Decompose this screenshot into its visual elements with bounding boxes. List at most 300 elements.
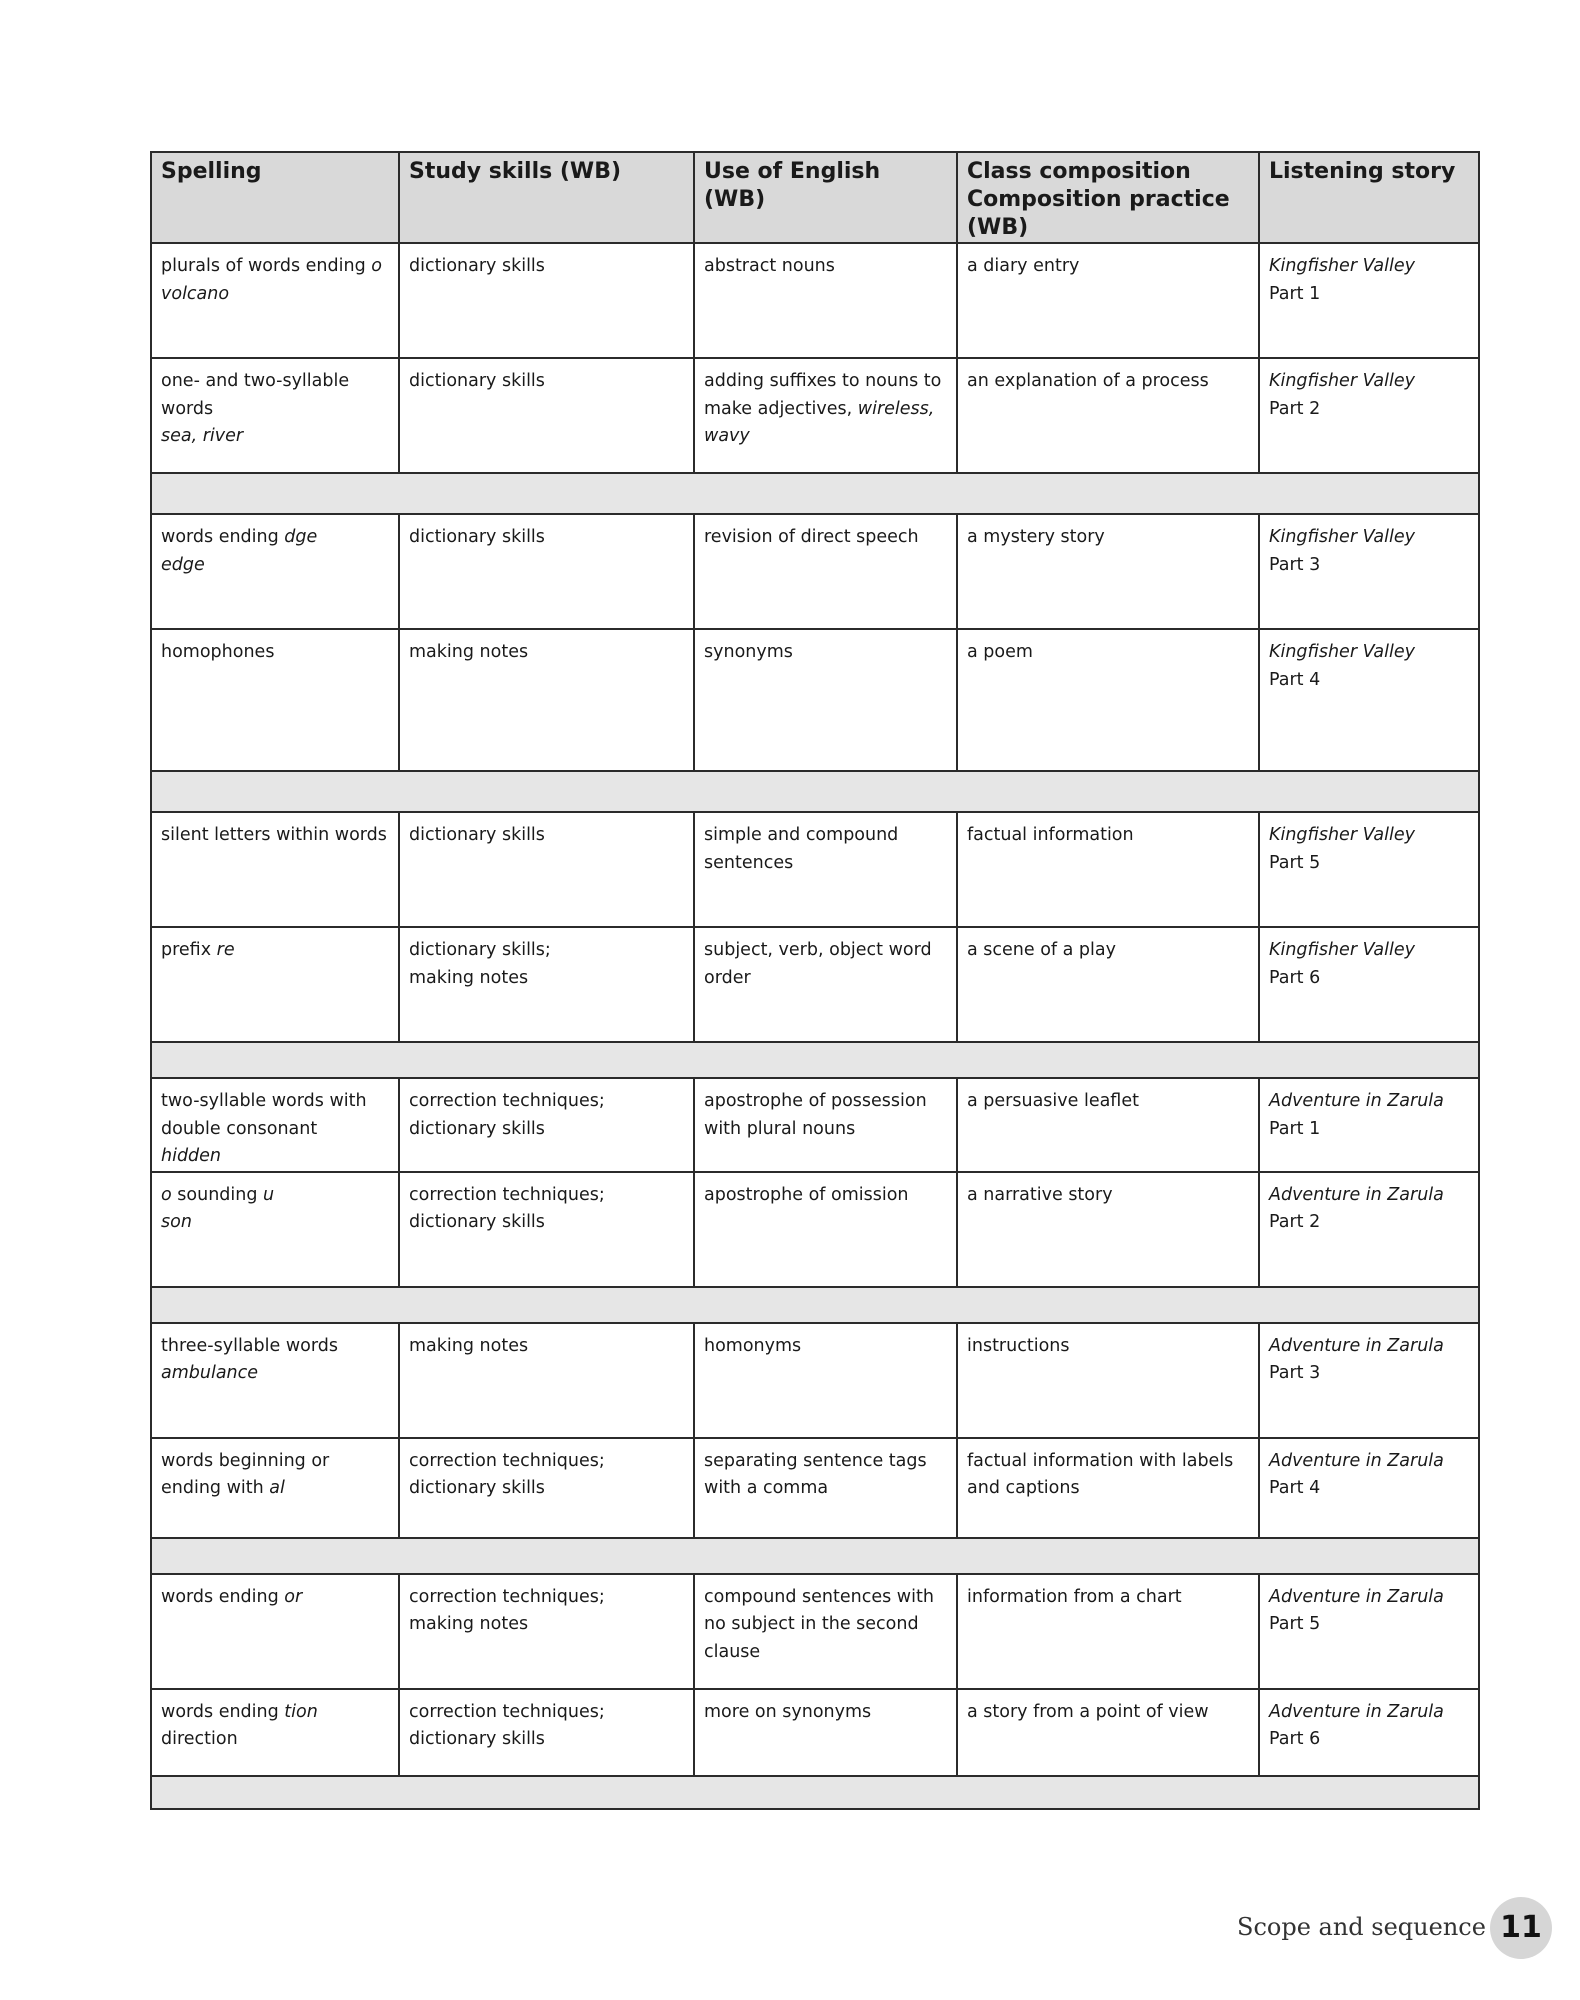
cell-line xyxy=(409,639,684,667)
cell-study-skills xyxy=(399,927,694,1042)
cell-study-skills xyxy=(399,812,694,927)
cell-text: double consonant xyxy=(161,1118,318,1139)
cell-class-composition xyxy=(957,629,1259,771)
cell-line xyxy=(1269,396,1469,424)
cell-study-skills xyxy=(399,1689,694,1776)
cell-text: make adjectives, xyxy=(704,398,858,419)
cell-line xyxy=(1269,1360,1469,1388)
cell-text: dictionary skills xyxy=(409,371,545,391)
cell-line xyxy=(967,368,1249,396)
cell-line xyxy=(967,1699,1249,1727)
cell-line xyxy=(161,1584,389,1612)
cell-line xyxy=(967,1475,1249,1503)
cell-text: words ending xyxy=(161,527,285,547)
cell-text: a narrative story xyxy=(967,1184,1113,1205)
cell-spelling xyxy=(151,514,399,629)
cell-line xyxy=(967,253,1249,281)
cell-listening-story xyxy=(1259,812,1479,927)
cell-study-skills xyxy=(399,1078,694,1172)
cell-spelling xyxy=(151,812,399,927)
italic-text: al xyxy=(269,1478,285,1498)
header-line: Spelling xyxy=(161,159,262,184)
cell-text: with plural nouns xyxy=(704,1118,856,1139)
cell-listening-story xyxy=(1259,1689,1479,1776)
cell-line xyxy=(161,281,389,309)
cell-text: homonyms xyxy=(704,1335,802,1356)
cell-use-of-english xyxy=(694,358,957,473)
cell-spelling xyxy=(151,358,399,473)
cell-line xyxy=(1269,850,1469,878)
cell-text: dictionary skills xyxy=(409,1118,545,1139)
cell-text: Part 5 xyxy=(1269,852,1321,873)
italic-text: Kingfisher Valley xyxy=(1269,940,1415,960)
italic-text: Kingfisher Valley xyxy=(1269,371,1415,391)
cell-spelling xyxy=(151,1172,399,1287)
unit-separator-row xyxy=(151,1287,1479,1323)
header-line: Use of English (WB) xyxy=(704,159,881,212)
table-header-row xyxy=(151,152,1479,243)
cell-line xyxy=(1269,1475,1469,1503)
header-line: Class composition xyxy=(967,159,1191,184)
cell-line xyxy=(704,1584,947,1612)
cell-study-skills xyxy=(399,1574,694,1689)
cell-use-of-english xyxy=(694,1689,957,1776)
cell-line xyxy=(704,253,947,281)
cell-line xyxy=(409,965,684,993)
cell-text: Part 4 xyxy=(1269,669,1321,690)
cell-text: correction techniques; xyxy=(409,1091,605,1111)
cell-text: words beginning or xyxy=(161,1450,330,1471)
cell-line xyxy=(161,1699,389,1727)
cell-text: words ending xyxy=(161,1586,285,1607)
cell-line xyxy=(704,1475,947,1503)
cell-line xyxy=(1269,253,1469,281)
italic-text: Adventure in Zarula xyxy=(1269,1586,1444,1607)
table-row xyxy=(151,812,1479,927)
cell-line xyxy=(1269,1333,1469,1361)
cell-spelling xyxy=(151,1574,399,1689)
table-row xyxy=(151,1323,1479,1438)
italic-text: Adventure in Zarula xyxy=(1269,1450,1444,1471)
cell-line xyxy=(1269,1209,1469,1237)
cell-text: Part 1 xyxy=(1269,283,1321,304)
cell-text: adding suffixes to nouns to xyxy=(704,371,942,391)
cell-text: Part 2 xyxy=(1269,1212,1321,1232)
cell-line xyxy=(704,1639,947,1667)
cell-line xyxy=(967,822,1249,850)
cell-text: order xyxy=(704,967,751,988)
cell-listening-story xyxy=(1259,1078,1479,1172)
cell-line xyxy=(967,1182,1249,1210)
cell-text: a diary entry xyxy=(967,256,1080,276)
cell-line xyxy=(409,1209,684,1237)
cell-text: a scene of a play xyxy=(967,940,1116,960)
cell-line xyxy=(409,1475,684,1503)
cell-text: Part 6 xyxy=(1269,967,1321,988)
cell-line xyxy=(409,822,684,850)
column-header-listening-story xyxy=(1259,152,1479,243)
cell-spelling xyxy=(151,1323,399,1438)
separator-cell xyxy=(151,1538,1479,1574)
cell-line xyxy=(704,1333,947,1361)
italic-text: son xyxy=(161,1212,192,1232)
cell-text: making notes xyxy=(409,642,529,662)
cell-line xyxy=(967,1448,1249,1476)
cell-line xyxy=(409,1088,684,1116)
cell-line xyxy=(161,423,389,451)
cell-line xyxy=(409,368,684,396)
cell-line xyxy=(1269,1182,1469,1210)
cell-text: more on synonyms xyxy=(704,1701,872,1722)
cell-line xyxy=(704,639,947,667)
cell-text: instructions xyxy=(967,1335,1070,1356)
cell-line xyxy=(161,1333,389,1361)
cell-line xyxy=(1269,822,1469,850)
cell-line xyxy=(161,253,389,281)
cell-text: subject, verb, object word xyxy=(704,940,932,960)
separator-cell xyxy=(151,473,1479,514)
separator-cell xyxy=(151,1776,1479,1809)
unit-separator-row xyxy=(151,1042,1479,1078)
cell-listening-story xyxy=(1259,358,1479,473)
cell-listening-story xyxy=(1259,927,1479,1042)
cell-class-composition xyxy=(957,243,1259,358)
cell-class-composition xyxy=(957,514,1259,629)
cell-text: no subject in the second xyxy=(704,1614,919,1634)
cell-line xyxy=(1269,965,1469,993)
cell-line xyxy=(409,1726,684,1754)
cell-line xyxy=(161,1088,389,1116)
cell-listening-story xyxy=(1259,243,1479,358)
cell-class-composition xyxy=(957,1689,1259,1776)
cell-line xyxy=(704,524,947,552)
cell-listening-story xyxy=(1259,1438,1479,1538)
table-row xyxy=(151,927,1479,1042)
cell-text: dictionary skills xyxy=(409,1729,545,1749)
cell-line xyxy=(1269,639,1469,667)
cell-text: Part 3 xyxy=(1269,1363,1321,1383)
italic-text: Adventure in Zarula xyxy=(1269,1701,1444,1722)
cell-text: sounding xyxy=(171,1184,264,1205)
cell-line xyxy=(967,1584,1249,1612)
cell-text: two-syllable words with xyxy=(161,1091,367,1111)
italic-text: o xyxy=(161,1184,172,1205)
column-header-use-of-english xyxy=(694,152,957,243)
cell-line xyxy=(704,965,947,993)
cell-line xyxy=(967,937,1249,965)
cell-use-of-english xyxy=(694,1323,957,1438)
cell-text: a mystery story xyxy=(967,527,1105,547)
cell-line xyxy=(161,1475,389,1503)
column-header-class-composition xyxy=(957,152,1259,243)
cell-text: abstract nouns xyxy=(704,256,835,276)
cell-line xyxy=(409,937,684,965)
cell-line xyxy=(1269,1699,1469,1727)
cell-text: information from a chart xyxy=(967,1586,1182,1607)
cell-line xyxy=(161,396,389,424)
unit-separator-row xyxy=(151,1776,1479,1809)
cell-line xyxy=(967,524,1249,552)
cell-listening-story xyxy=(1259,1323,1479,1438)
cell-line xyxy=(161,937,389,965)
cell-use-of-english xyxy=(694,629,957,771)
table-row xyxy=(151,1078,1479,1172)
cell-spelling xyxy=(151,243,399,358)
header-line: Study skills (WB) xyxy=(409,159,622,184)
cell-text: correction techniques; xyxy=(409,1184,605,1205)
cell-line xyxy=(704,423,947,451)
cell-text: Part 1 xyxy=(1269,1118,1321,1139)
cell-line xyxy=(161,552,389,580)
italic-text: Kingfisher Valley xyxy=(1269,256,1415,276)
cell-line xyxy=(1269,1448,1469,1476)
italic-text: edge xyxy=(161,554,205,575)
italic-text: Kingfisher Valley xyxy=(1269,642,1415,662)
italic-text: Kingfisher Valley xyxy=(1269,527,1415,547)
cell-text: correction techniques; xyxy=(409,1586,605,1607)
italic-text: o xyxy=(371,256,382,276)
cell-line xyxy=(704,1088,947,1116)
cell-use-of-english xyxy=(694,1438,957,1538)
page-number-badge: 11 xyxy=(1490,1897,1552,1959)
cell-text: dictionary skills xyxy=(409,256,545,276)
cell-line xyxy=(1269,667,1469,695)
cell-text: dictionary skills xyxy=(409,1478,545,1498)
cell-use-of-english xyxy=(694,812,957,927)
italic-text: re xyxy=(216,940,235,960)
cell-listening-story xyxy=(1259,629,1479,771)
italic-text: wireless, xyxy=(857,398,935,419)
cell-text: factual information xyxy=(967,825,1134,845)
cell-line xyxy=(409,1333,684,1361)
cell-line xyxy=(161,639,389,667)
cell-text: correction techniques; xyxy=(409,1450,605,1471)
cell-spelling xyxy=(151,629,399,771)
italic-text: Kingfisher Valley xyxy=(1269,825,1415,845)
cell-line xyxy=(409,1182,684,1210)
cell-class-composition xyxy=(957,1172,1259,1287)
cell-class-composition xyxy=(957,927,1259,1042)
cell-text: and captions xyxy=(967,1478,1080,1498)
table-row xyxy=(151,243,1479,358)
italic-text: ambulance xyxy=(161,1363,259,1383)
cell-text: compound sentences with xyxy=(704,1586,934,1607)
table-row xyxy=(151,358,1479,473)
cell-line xyxy=(1269,1726,1469,1754)
cell-line xyxy=(409,1584,684,1612)
column-header-spelling xyxy=(151,152,399,243)
cell-line xyxy=(409,1699,684,1727)
column-header-study-skills xyxy=(399,152,694,243)
cell-text: apostrophe of possession xyxy=(704,1091,927,1111)
cell-line xyxy=(1269,1088,1469,1116)
cell-line xyxy=(161,1209,389,1237)
cell-text: with a comma xyxy=(704,1478,829,1498)
separator-cell xyxy=(151,771,1479,812)
cell-text: making notes xyxy=(409,967,529,988)
cell-spelling xyxy=(151,927,399,1042)
cell-use-of-english xyxy=(694,243,957,358)
cell-line xyxy=(409,1448,684,1476)
separator-cell xyxy=(151,1287,1479,1323)
cell-line xyxy=(161,1143,389,1171)
cell-use-of-english xyxy=(694,1574,957,1689)
cell-listening-story xyxy=(1259,1172,1479,1287)
cell-class-composition xyxy=(957,1078,1259,1172)
table-row xyxy=(151,629,1479,771)
cell-class-composition xyxy=(957,1438,1259,1538)
cell-text: one- and two-syllable xyxy=(161,371,350,391)
cell-study-skills xyxy=(399,1438,694,1538)
cell-spelling xyxy=(151,1078,399,1172)
cell-line xyxy=(161,1116,389,1144)
cell-line xyxy=(704,1182,947,1210)
cell-spelling xyxy=(151,1689,399,1776)
cell-text: simple and compound xyxy=(704,825,899,845)
italic-text: volcano xyxy=(161,283,230,304)
italic-text: sea, river xyxy=(161,426,244,446)
cell-spelling xyxy=(151,1438,399,1538)
cell-line xyxy=(704,1116,947,1144)
cell-text: separating sentence tags xyxy=(704,1450,927,1471)
cell-line xyxy=(704,1448,947,1476)
cell-line xyxy=(161,822,389,850)
cell-line xyxy=(161,368,389,396)
cell-line xyxy=(967,1333,1249,1361)
cell-line xyxy=(409,1116,684,1144)
cell-text: Part 4 xyxy=(1269,1478,1321,1498)
cell-listening-story xyxy=(1259,514,1479,629)
cell-use-of-english xyxy=(694,514,957,629)
cell-line xyxy=(1269,281,1469,309)
cell-text: dictionary skills xyxy=(409,527,545,547)
cell-text: Part 3 xyxy=(1269,554,1321,575)
cell-line xyxy=(161,524,389,552)
table-row xyxy=(151,1574,1479,1689)
cell-use-of-english xyxy=(694,1078,957,1172)
cell-text: a poem xyxy=(967,642,1033,662)
italic-text: Adventure in Zarula xyxy=(1269,1335,1444,1356)
cell-class-composition xyxy=(957,1574,1259,1689)
cell-text: silent letters within words xyxy=(161,825,387,845)
table-row xyxy=(151,1172,1479,1287)
italic-text: or xyxy=(284,1586,303,1607)
cell-text: prefix xyxy=(161,940,217,960)
cell-line xyxy=(1269,1116,1469,1144)
unit-separator-row xyxy=(151,473,1479,514)
cell-line xyxy=(704,1699,947,1727)
cell-study-skills xyxy=(399,358,694,473)
cell-text: plurals of words ending xyxy=(161,256,372,276)
italic-text: dge xyxy=(284,527,318,547)
cell-line xyxy=(704,850,947,878)
cell-text: revision of direct speech xyxy=(704,527,919,547)
cell-text: making notes xyxy=(409,1614,529,1634)
cell-class-composition xyxy=(957,812,1259,927)
italic-text: Adventure in Zarula xyxy=(1269,1184,1444,1205)
cell-study-skills xyxy=(399,243,694,358)
cell-text: an explanation of a process xyxy=(967,371,1209,391)
italic-text: hidden xyxy=(161,1146,222,1166)
cell-line xyxy=(409,524,684,552)
cell-class-composition xyxy=(957,358,1259,473)
cell-text: dictionary skills xyxy=(409,825,545,845)
header-line: Listening story xyxy=(1269,159,1456,184)
italic-text: Adventure in Zarula xyxy=(1269,1091,1444,1111)
cell-line xyxy=(1269,1611,1469,1639)
scope-and-sequence-table xyxy=(150,151,1480,1810)
table-row xyxy=(151,514,1479,629)
cell-text: dictionary skills xyxy=(409,1212,545,1232)
cell-line xyxy=(704,1611,947,1639)
italic-text: wavy xyxy=(704,426,750,446)
cell-text: factual information with labels xyxy=(967,1450,1234,1471)
cell-line xyxy=(704,396,947,424)
cell-line xyxy=(704,822,947,850)
cell-line xyxy=(967,639,1249,667)
cell-text: apostrophe of omission xyxy=(704,1184,909,1205)
cell-class-composition xyxy=(957,1323,1259,1438)
cell-text: dictionary skills; xyxy=(409,940,551,960)
cell-text: direction xyxy=(161,1729,238,1749)
unit-separator-row xyxy=(151,771,1479,812)
cell-line xyxy=(1269,1584,1469,1612)
cell-line xyxy=(409,253,684,281)
cell-text: Part 6 xyxy=(1269,1729,1321,1749)
cell-line xyxy=(704,937,947,965)
cell-text: homophones xyxy=(161,642,275,662)
separator-cell xyxy=(151,1042,1479,1078)
cell-text: words ending xyxy=(161,1701,285,1722)
cell-line xyxy=(161,1726,389,1754)
cell-text: a story from a point of view xyxy=(967,1701,1209,1722)
cell-line xyxy=(161,1182,389,1210)
cell-line xyxy=(1269,552,1469,580)
cell-line xyxy=(161,1448,389,1476)
cell-study-skills xyxy=(399,629,694,771)
table-row xyxy=(151,1438,1479,1538)
header-line: Composition practice (WB) xyxy=(967,187,1230,240)
cell-text: making notes xyxy=(409,1335,529,1356)
italic-text: tion xyxy=(284,1701,318,1722)
cell-line xyxy=(1269,524,1469,552)
footer-section-title: Scope and sequence xyxy=(1237,1913,1486,1941)
cell-text: words xyxy=(161,398,214,419)
unit-separator-row xyxy=(151,1538,1479,1574)
cell-line xyxy=(1269,368,1469,396)
italic-text: u xyxy=(263,1184,275,1205)
cell-line xyxy=(409,1611,684,1639)
cell-text: correction techniques; xyxy=(409,1701,605,1722)
cell-text: a persuasive leaflet xyxy=(967,1091,1139,1111)
cell-text: ending with xyxy=(161,1478,270,1498)
cell-text: Part 2 xyxy=(1269,398,1321,419)
cell-text: three-syllable words xyxy=(161,1335,338,1356)
cell-text: Part 5 xyxy=(1269,1614,1321,1634)
cell-text: clause xyxy=(704,1641,761,1662)
cell-line xyxy=(704,368,947,396)
cell-text: sentences xyxy=(704,852,794,873)
table-row xyxy=(151,1689,1479,1776)
cell-line xyxy=(1269,937,1469,965)
cell-text: synonyms xyxy=(704,642,793,662)
cell-listening-story xyxy=(1259,1574,1479,1689)
cell-use-of-english xyxy=(694,927,957,1042)
cell-study-skills xyxy=(399,1323,694,1438)
cell-line xyxy=(161,1360,389,1388)
cell-line xyxy=(967,1088,1249,1116)
table-body xyxy=(151,243,1479,1809)
